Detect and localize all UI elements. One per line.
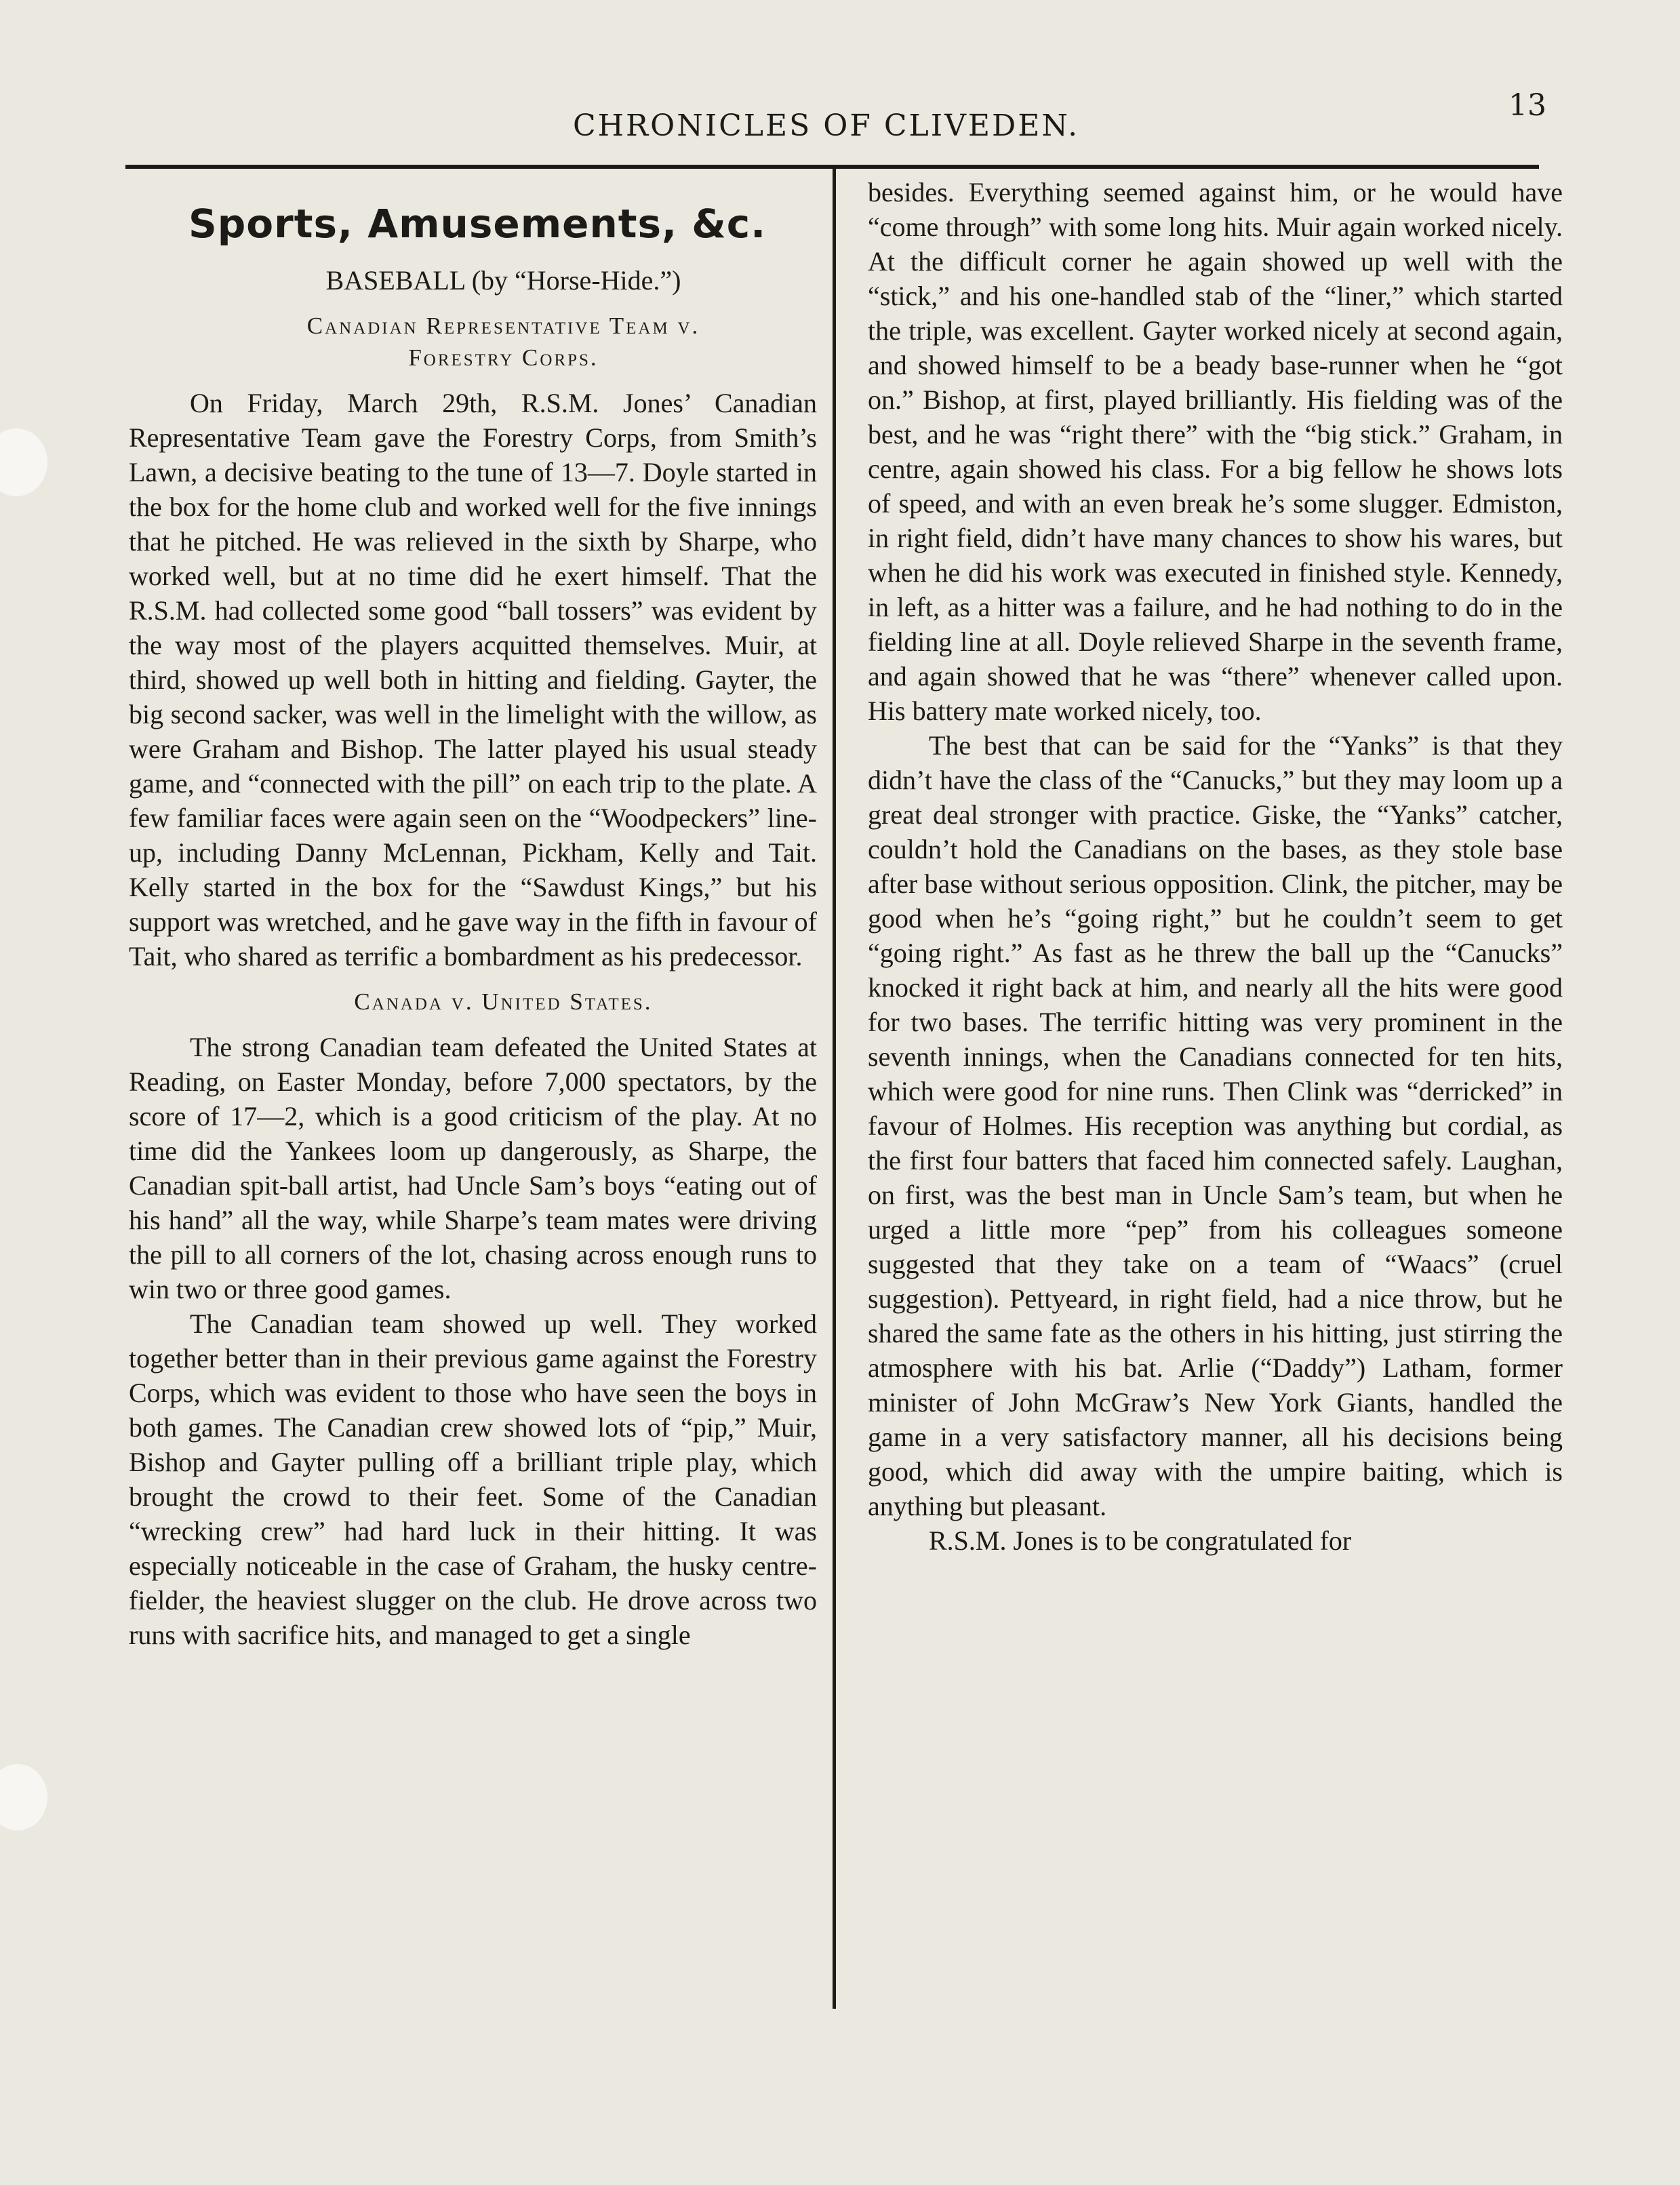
punch-hole-top xyxy=(0,428,47,496)
column-divider xyxy=(833,165,836,2009)
section-title: Sports, Amusements, &c. xyxy=(188,201,767,247)
article1-heading-line1: Canadian Representative Team v. xyxy=(306,313,700,339)
left-column xyxy=(129,200,817,1652)
article2-paragraph2-continued: besides. Everything seemed against him, or he would have “come through” with some long hits. Muir again worked nicely. At the difficult corner he again showed up well with the “stick,” and his one-handled stab of the “liner,” which started the triple, was excellent. Gayter worked nicely at second again, and showed himself to be a beady base-runner when he “got on.” Bishop, at first, played brilliantly. His fielding was of the best, and he was “right there” with the “big stick.” Graham, in centre, again showed his class. For a big fellow he shows lots of speed, and with an even break he’s some slugger. Edmiston, in right field, didn’t have many chances to show his wares, but when he did his work was executed in finished style. Kennedy, in left, as a hitter was a failure, and he had nothing to do in the fielding line at all. Doyle relieved Sharpe in the seventh frame, and again showed that he was “there” whenever called upon. His battery mate worked nicely, too. xyxy=(868,177,1563,726)
article2-paragraph4: R.S.M. Jones is to be congratulated for xyxy=(929,1525,1352,1556)
right-column xyxy=(868,175,1563,1558)
article1-paragraph: On Friday, March 29th, R.S.M. Jones’ Canadian Representative Team gave the Forestry Corps, from Smith’s Lawn, a decisive beating to the tune of 13—7. Doyle started in the box for the home club and worked well for the five innings that he pitched. He was relieved in the sixth by Sharpe, who worked well, but at no time did he exert himself. That the R.S.M. had collected some good “ball tossers” was evident by the way most of the players acquitted themselves. Muir, at third, showed up well both in hitting and fielding. Gayter, the big second sacker, was well in the limelight with the willow, as were Graham and Bishop. The latter played his usual steady game, and “connected with the pill” on each trip to the plate. A few familiar faces were again seen on the “Woodpeckers” line-up, including Danny McLennan, Pickham, Kelly and Tait. Kelly started in the box for the “Sawdust Kings,” but his support was wretched, and he gave way in the fifth in favour of Tait, who shared as terrific a bombardment as his predecessor. xyxy=(129,388,817,971)
article2-paragraph2: The Canadian team showed up well. They worked together better than in their previous game against the Forestry Corps, which was evident to those who have seen the boys in both games. The Canadian crew showed lots of “pip,” Muir, Bishop and Gayter pulling off a brilliant triple play, which brought the crowd to their feet. Some of the Canadian “wrecking crew” had hard luck in their hitting. It was especially noticeable in the case of Graham, the husky centre-fielder, the heaviest slugger on the club. He drove across two runs with sacrifice hits, and managed to get a single xyxy=(129,1308,817,1650)
punch-hole-bottom xyxy=(0,1764,47,1830)
running-title: CHRONICLES OF CLIVEDEN. xyxy=(573,108,1080,143)
page-number: 13 xyxy=(1508,88,1546,123)
article2-heading: Canada v. United States. xyxy=(354,988,653,1015)
article2-paragraph3: The best that can be said for the “Yanks” is that they didn’t have the class of the “Canucks,” but they may loom up a great deal stronger with practice. Giske, the “Yanks” catcher, couldn’t hold the Canadians on the bases, as they stole base after base without serious opposition. Clink, the pitcher, may be good when he’s “going right,” but he couldn’t seem to get “going right.” As fast as he threw the ball up the “Canucks” knocked it right back at him, and nearly all the hits were good for two bases. The terrific hitting was very prominent in the seventh innings, when the Canadians connected for ten hits, which were good for nine runs. Then Clink was “derricked” in favour of Holmes. His reception was anything but cordial, as the first four batters that faced him connected safely. Laughan, on first, was the best man in Uncle Sam’s team, but when he urged a little more “pep” from his colleagues someone suggested that they take on a team of “Waacs” (cruel suggestion). Pettyeard, in right field, had a nice throw, but he shared the same fate as the others in his hitting, just stirring the atmosphere with his bat. Arlie (“Daddy”) Latham, former minister of John McGraw’s New York Giants, handled the game in a very satisfactory manner, all his decisions being good, which did away with the umpire baiting, which is anything but pleasant. xyxy=(868,730,1563,1521)
article2-paragraph1: The strong Canadian team defeated the United States at Reading, on Easter Monday, before 7,000 spectators, by the score of 17—2, which is a good criticism of the play. At no time did the Yankees loom up dangerously, as Sharpe, the Canadian spit-ball artist, had Uncle Sam’s boys “eating out of his hand” all the way, while Sharpe’s team mates were driving the pill to all corners of the lot, chasing across enough runs to win two or three good games. xyxy=(129,1032,817,1304)
section-subtitle: BASEBALL (by “Horse-Hide.”) xyxy=(325,265,681,296)
article1-heading-line2: Forestry Corps. xyxy=(408,344,599,371)
